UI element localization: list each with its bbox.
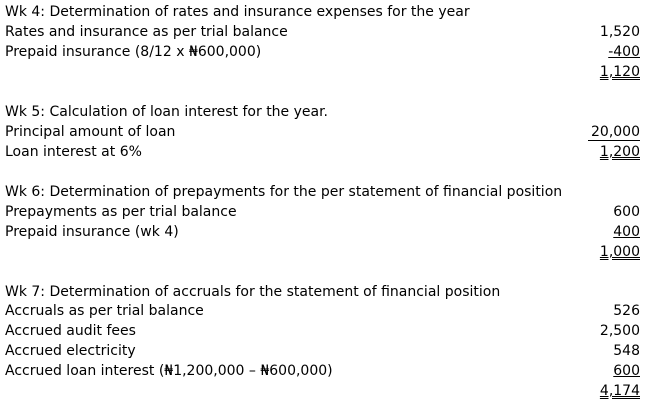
wk7-row-amount: 548 — [613, 343, 640, 359]
wk5-row — [5, 142, 640, 162]
wk4-total-line — [5, 62, 640, 82]
wk4-row-label: Prepaid insurance (8/12 x ₦600,000) — [5, 44, 262, 60]
wk7-total-line — [5, 381, 640, 401]
wk6-row-label: Prepaid insurance (wk 4) — [5, 224, 179, 240]
wk6-row-label: Prepayments as per trial balance — [5, 204, 237, 220]
wk7-row-label: Accrued electricity — [5, 343, 136, 359]
wk4-row — [5, 42, 640, 62]
wk6-title: Wk 6: Determination of prepayments for the per statement of financial position — [5, 184, 563, 200]
wk4-row — [5, 22, 640, 42]
wk6-row-amount: 400 — [613, 224, 640, 240]
wk4-heading-line — [5, 2, 640, 22]
wk7-row-amount: 526 — [613, 303, 640, 319]
wk4-row-label: Rates and insurance as per trial balance — [5, 24, 288, 40]
wk5-row-amount: 1,200 — [599, 144, 640, 160]
wk6-row-amount: 600 — [613, 204, 640, 220]
wk7-row — [5, 341, 640, 361]
wk7-row-label: Accrued audit fees — [5, 323, 136, 339]
wk5-row-amount: 20,000 — [591, 124, 640, 140]
wk6-total: 1,000 — [599, 244, 640, 260]
wk4-row-amount: 1,520 — [599, 24, 640, 40]
wk7-row-amount: 2,500 — [599, 323, 640, 339]
wk6-total-line — [5, 242, 640, 262]
wk7-row — [5, 361, 640, 381]
wk4-total: 1,120 — [599, 64, 640, 80]
wk7-row-label: Accruals as per trial balance — [5, 303, 204, 319]
wk5-row-label: Loan interest at 6% — [5, 144, 142, 160]
wk5-row-label: Principal amount of loan — [5, 124, 176, 140]
wk4-row-amount: -400 — [608, 44, 640, 60]
wk5-title: Wk 5: Calculation of loan interest for the year. — [5, 104, 329, 120]
wk7-row-label: Accrued loan interest (₦1,200,000 – ₦600,000) — [5, 363, 333, 379]
wk7-row — [5, 301, 640, 321]
wk6-row — [5, 202, 640, 222]
wk7-title: Wk 7: Determination of accruals for the statement of financial position — [5, 284, 501, 300]
wk7-row — [5, 321, 640, 341]
wk5-heading-line — [5, 102, 640, 122]
wk7-heading-line — [5, 282, 640, 302]
wk5-row — [5, 122, 640, 142]
wk4-title: Wk 4: Determination of rates and insurance expenses for the year — [5, 4, 470, 20]
wk7-total: 4,174 — [599, 383, 640, 399]
wk7-row-amount: 600 — [613, 363, 640, 379]
wk6-row — [5, 222, 640, 242]
wk6-heading-line — [5, 182, 640, 202]
wk5-rule — [588, 140, 640, 141]
